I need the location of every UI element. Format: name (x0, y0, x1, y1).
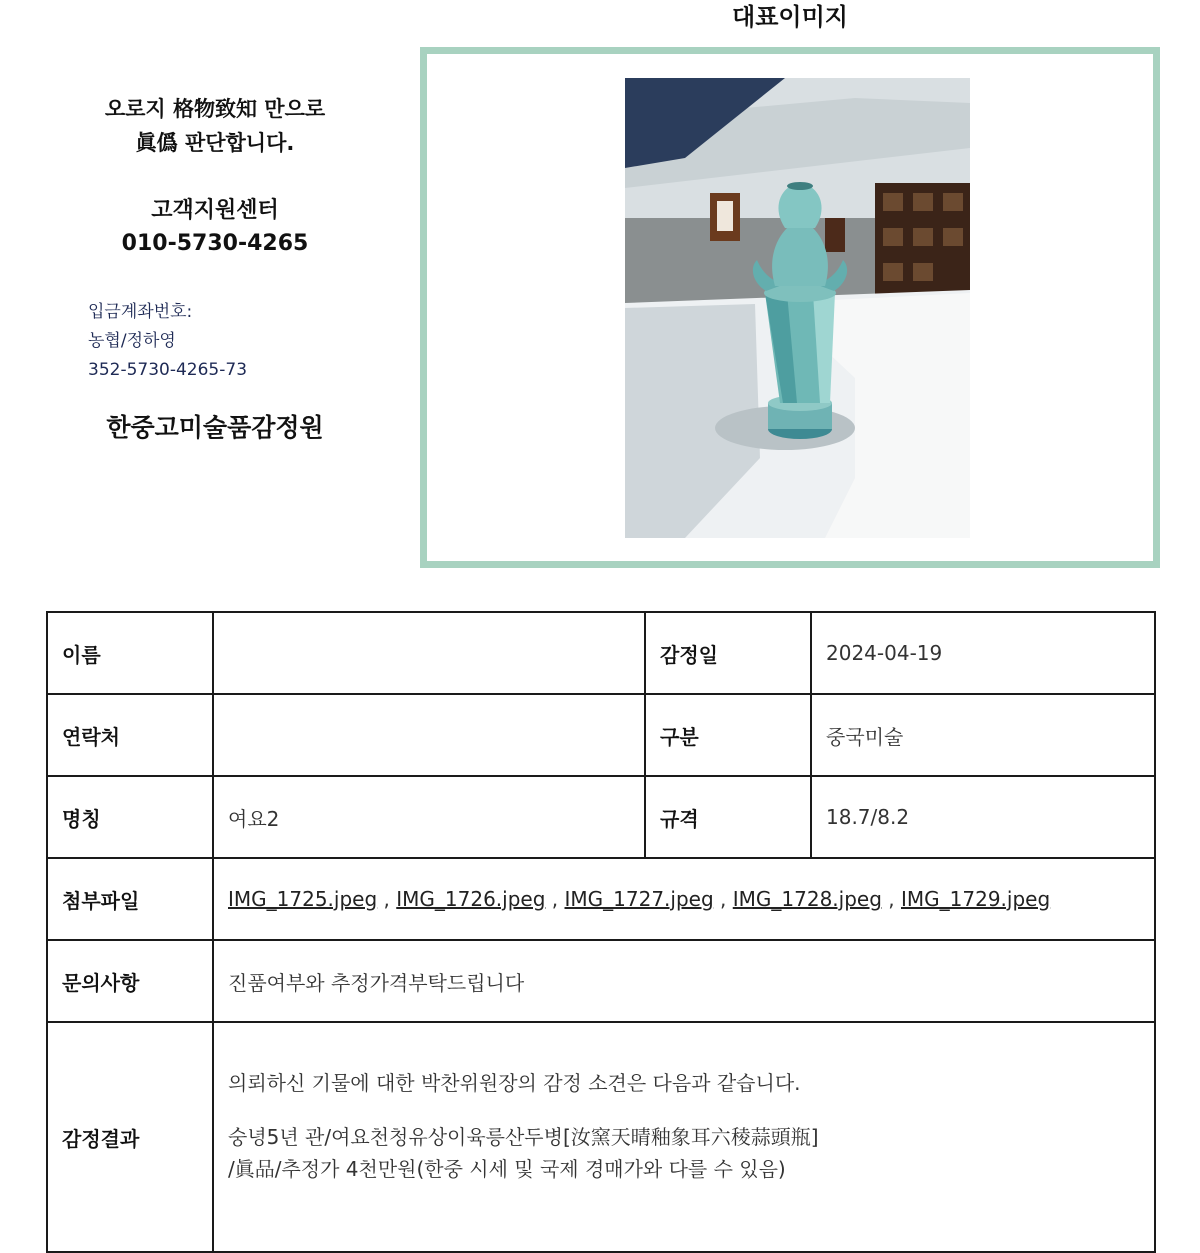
organization-name: 한중고미술품감정원 (106, 413, 324, 442)
name-label: 이름 (47, 612, 213, 694)
date-value: 2024-04-19 (811, 612, 1155, 694)
attachments-label: 첨부파일 (47, 858, 213, 940)
tagline (0, 92, 430, 160)
attachment-link[interactable]: IMG_1729.jpeg (901, 887, 1051, 911)
representative-image-frame (420, 47, 1160, 568)
customer-support (0, 194, 430, 260)
attachment-separator: , (720, 887, 727, 911)
result-spacer (228, 1099, 1140, 1121)
item-value: 여요2 (213, 776, 645, 858)
form-row-contact (47, 694, 1155, 776)
size-value: 18.7/8.2 (811, 776, 1155, 858)
result-content (213, 1022, 1155, 1252)
inquiry-value: 진품여부와 추정가격부탁드립니다 (213, 940, 1155, 1022)
contact-value (213, 694, 645, 776)
category-value: 중국미술 (811, 694, 1155, 776)
name-value (213, 612, 645, 694)
contact-label: 연락처 (47, 694, 213, 776)
form-row-result (47, 1022, 1155, 1252)
attachment-link[interactable]: IMG_1725.jpeg (228, 887, 378, 911)
attachment-separator: , (551, 887, 559, 911)
size-label: 규격 (645, 776, 811, 858)
info-panel (0, 0, 430, 460)
tagline-line-2: 眞僞 판단합니다. (135, 131, 295, 155)
date-label: 감정일 (645, 612, 811, 694)
vase-photo[interactable] (625, 78, 970, 538)
result-line-2: 숭녕5년 관/여요천청유상이육릉산두병[汝窯天晴釉象耳六稜蒜頭瓶] (228, 1125, 819, 1149)
tagline-line-1: 오로지 格物致知 만으로 (104, 97, 326, 121)
support-phone[interactable]: 010-5730-4265 (121, 231, 309, 256)
category-label: 구분 (645, 694, 811, 776)
form-row-item (47, 776, 1155, 858)
attachment-link[interactable]: IMG_1726.jpeg (396, 887, 546, 911)
attachment-separator: , (888, 887, 895, 911)
form-row-attachments (47, 858, 1155, 940)
bank-account: 352-5730-4265-73 (88, 360, 248, 380)
result-line-1: 의뢰하신 기물에 대한 박찬위원장의 감정 소견은 다음과 같습니다. (228, 1071, 801, 1095)
attachment-link[interactable]: IMG_1728.jpeg (732, 887, 882, 911)
bank-name: 농협/정하영 (88, 331, 176, 351)
attachment-separator: , (383, 887, 390, 911)
bank-label: 입금계좌번호: (88, 302, 193, 322)
appraisal-form (46, 611, 1156, 1253)
attachment-link[interactable]: IMG_1727.jpeg (564, 887, 714, 911)
bank-info (88, 298, 247, 385)
inquiry-label: 문의사항 (47, 940, 213, 1022)
support-title: 고객지원센터 (151, 198, 279, 223)
result-label: 감정결과 (47, 1022, 213, 1252)
form-row-name (47, 612, 1155, 694)
result-line-3: /眞品/추정가 4천만원(한중 시세 및 국제 경매가와 다를 수 있음) (228, 1157, 786, 1181)
representative-image-title: 대표이미지 (732, 3, 848, 31)
attachments-list (213, 858, 1155, 940)
item-label: 명칭 (47, 776, 213, 858)
form-row-inquiry (47, 940, 1155, 1022)
